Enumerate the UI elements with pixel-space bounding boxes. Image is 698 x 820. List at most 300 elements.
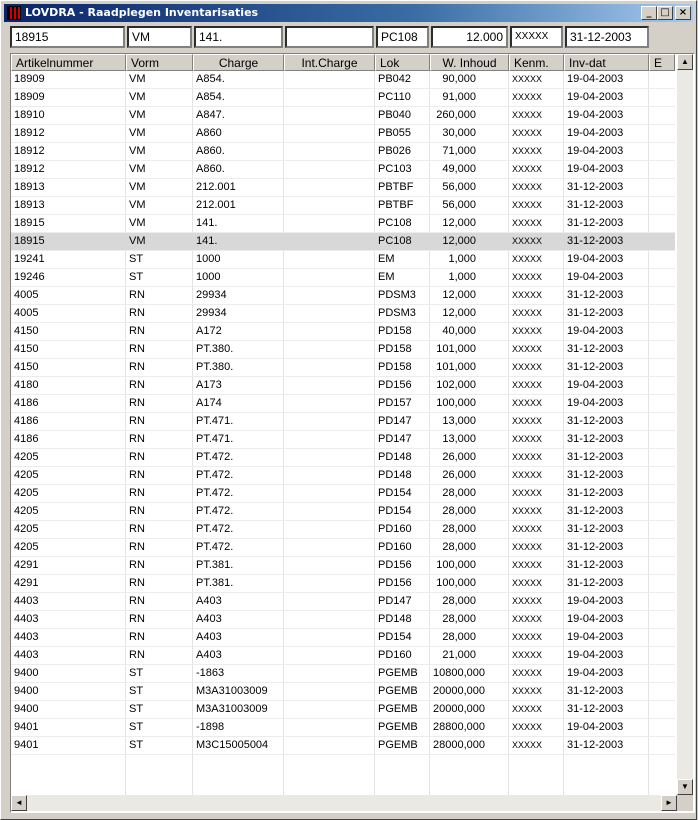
cell-charge: A854.	[196, 91, 225, 103]
cell-inhoud: 28,000	[442, 595, 476, 607]
cell-int-charge	[284, 89, 375, 106]
cell-kenm: XXXXX	[512, 632, 543, 642]
cell-lok: PD154	[378, 487, 412, 499]
table-row[interactable]	[11, 467, 675, 485]
cell-charge: 141.	[196, 217, 218, 229]
cell-lok: PDSM3	[378, 307, 416, 319]
cell-inhoud: 91,000	[442, 91, 476, 103]
cell-kenm: XXXXX	[512, 686, 543, 696]
cell-lok: PD148	[378, 451, 412, 463]
cell-vorm: RN	[129, 343, 145, 355]
cell-lok: PD156	[378, 379, 412, 391]
inventory-grid	[10, 53, 695, 813]
cell-inv-dat: 19-04-2003	[567, 325, 624, 337]
cell-lok: PD154	[378, 631, 412, 643]
cell-kenm: XXXXX	[512, 506, 543, 516]
cell-artikelnummer: 19246	[14, 271, 45, 283]
cell-int-charge	[284, 737, 375, 754]
cell-lok: PB026	[378, 145, 412, 157]
cell-int-charge	[284, 449, 375, 466]
horizontal-scrollbar[interactable]	[11, 795, 677, 811]
cell-inhoud: 12,000	[442, 217, 476, 229]
cell-inv-dat: 19-04-2003	[567, 631, 624, 643]
cell-inhoud: 40,000	[442, 325, 476, 337]
cell-vorm: RN	[129, 577, 145, 589]
cell-lok: PC108	[378, 217, 412, 229]
cell-vorm: ST	[129, 721, 144, 733]
table-row[interactable]	[11, 323, 675, 341]
cell-kenm: XXXXX	[512, 326, 543, 336]
cell-kenm: XXXXX	[512, 92, 543, 102]
cell-inv-dat: 19-04-2003	[567, 127, 624, 139]
table-row[interactable]	[11, 179, 675, 197]
cell-inv-dat: 19-04-2003	[567, 649, 624, 661]
table-row[interactable]	[11, 539, 675, 557]
cell-inhoud: 100,000	[436, 397, 476, 409]
scroll-right-icon[interactable]: ►	[661, 795, 677, 811]
cell-vorm: RN	[129, 307, 145, 319]
cell-artikelnummer: 4403	[14, 631, 39, 643]
cell-artikelnummer: 18915	[14, 235, 45, 247]
table-row[interactable]	[11, 503, 675, 521]
inv-dat-field[interactable]: 31-12-2003	[565, 26, 649, 48]
table-row[interactable]	[11, 107, 675, 125]
cell-vorm: RN	[129, 613, 145, 625]
table-row[interactable]	[11, 665, 675, 683]
cell-lok: PGEMB	[378, 703, 418, 715]
cell-inhoud: 12,000	[442, 307, 476, 319]
cell-lok: PD156	[378, 577, 412, 589]
cell-kenm: XXXXX	[512, 668, 543, 678]
cell-int-charge	[284, 251, 375, 268]
grid-body	[11, 71, 675, 795]
cell-charge: A860	[196, 127, 222, 139]
cell-vorm: VM	[129, 91, 146, 103]
cell-vorm: RN	[129, 397, 145, 409]
cell-lok: PGEMB	[378, 721, 418, 733]
cell-int-charge	[284, 305, 375, 322]
cell-vorm: VM	[129, 217, 146, 229]
cell-inhoud: 28,000	[442, 487, 476, 499]
cell-kenm: XXXXX	[512, 146, 543, 156]
cell-inhoud: 100,000	[436, 577, 476, 589]
cell-inhoud: 100,000	[436, 559, 476, 571]
cell-inv-dat: 31-12-2003	[567, 469, 624, 481]
cell-artikelnummer: 4186	[14, 433, 39, 445]
cell-inhoud: 71,000	[442, 145, 476, 157]
cell-inv-dat: 31-12-2003	[567, 181, 624, 193]
cell-int-charge	[284, 395, 375, 412]
cell-inhoud: 12,000	[442, 235, 476, 247]
table-row[interactable]	[11, 71, 675, 89]
cell-inhoud: 30,000	[442, 127, 476, 139]
cell-lok: PBTBF	[378, 199, 414, 211]
kenm-field[interactable]: XXXXX	[510, 26, 563, 48]
table-row[interactable]	[11, 593, 675, 611]
scroll-up-icon[interactable]: ▲	[677, 54, 693, 70]
header-col-inv-dat[interactable]: Inv-dat	[564, 54, 649, 71]
cell-kenm: XXXXX	[512, 416, 543, 426]
cell-vorm: ST	[129, 703, 144, 715]
cell-lok: PD157	[378, 397, 412, 409]
cell-vorm: RN	[129, 415, 145, 427]
cell-artikelnummer: 4403	[14, 649, 39, 661]
cell-lok: EM	[378, 271, 395, 283]
cell-charge: A174	[196, 397, 222, 409]
cell-int-charge	[284, 521, 375, 538]
cell-inhoud: 10800,000	[433, 667, 485, 679]
cell-lok: PD147	[378, 433, 412, 445]
cell-artikelnummer: 9400	[14, 685, 39, 697]
table-row[interactable]	[11, 359, 675, 377]
cell-inv-dat: 19-04-2003	[567, 721, 624, 733]
cell-inv-dat: 31-12-2003	[567, 703, 624, 715]
cell-artikelnummer: 9401	[14, 739, 39, 751]
cell-lok: PC103	[378, 163, 412, 175]
cell-inv-dat: 19-04-2003	[567, 109, 624, 121]
int-charge-field[interactable]	[285, 26, 374, 48]
cell-int-charge	[284, 593, 375, 610]
window-title: LOVDRA - Raadplegen Inventarisaties	[25, 6, 259, 19]
cell-charge: PT.380.	[196, 343, 234, 355]
cell-lok: PD147	[378, 595, 412, 607]
cell-artikelnummer: 4205	[14, 523, 39, 535]
cell-kenm: XXXXX	[512, 164, 543, 174]
cell-kenm: XXXXX	[512, 542, 543, 552]
cell-inv-dat: 31-12-2003	[567, 523, 624, 535]
lok-field[interactable]: PC108	[376, 26, 429, 48]
cell-int-charge	[284, 467, 375, 484]
vertical-scrollbar[interactable]	[677, 54, 693, 795]
cell-inhoud: 56,000	[442, 181, 476, 193]
cell-artikelnummer: 4205	[14, 487, 39, 499]
cell-artikelnummer: 9400	[14, 667, 39, 679]
cell-inv-dat: 31-12-2003	[567, 541, 624, 553]
cell-artikelnummer: 4186	[14, 397, 39, 409]
cell-inv-dat: 31-12-2003	[567, 307, 624, 319]
cell-charge: -1863	[196, 667, 225, 679]
cell-kenm: XXXXX	[512, 362, 543, 372]
table-row[interactable]	[11, 161, 675, 179]
cell-inv-dat: 19-04-2003	[567, 379, 624, 391]
cell-lok: PD160	[378, 649, 412, 661]
cell-lok: PD154	[378, 505, 412, 517]
cell-charge: M3C15005004	[196, 739, 269, 751]
close-button[interactable]: ×	[675, 6, 691, 20]
cell-lok: PGEMB	[378, 739, 418, 751]
cell-vorm: RN	[129, 379, 145, 391]
cell-inhoud: 101,000	[436, 343, 476, 355]
cell-kenm: XXXXX	[512, 290, 543, 300]
cell-int-charge	[284, 143, 375, 160]
table-row[interactable]	[11, 719, 675, 737]
cell-inhoud: 20000,000	[433, 703, 485, 715]
maximize-button[interactable]: □	[657, 6, 673, 20]
cell-lok: EM	[378, 253, 395, 265]
cell-inv-dat: 31-12-2003	[567, 451, 624, 463]
cell-inv-dat: 19-04-2003	[567, 163, 624, 175]
cell-inhoud: 28,000	[442, 505, 476, 517]
cell-charge: 1000	[196, 253, 221, 265]
cell-kenm: XXXXX	[512, 614, 543, 624]
cell-artikelnummer: 4150	[14, 343, 39, 355]
cell-vorm: RN	[129, 433, 145, 445]
cell-artikelnummer: 4005	[14, 307, 39, 319]
artikelnummer-field[interactable]: 18915	[10, 26, 125, 48]
cell-charge: -1898	[196, 721, 225, 733]
cell-int-charge	[284, 107, 375, 124]
table-row[interactable]	[11, 575, 675, 593]
cell-lok: PGEMB	[378, 685, 418, 697]
cell-vorm: VM	[129, 145, 146, 157]
table-row[interactable]	[11, 215, 675, 233]
cell-lok: PDSM3	[378, 289, 416, 301]
cell-lok: PC108	[378, 235, 412, 247]
cell-lok: PB040	[378, 109, 412, 121]
cell-kenm: XXXXX	[512, 236, 543, 246]
table-row[interactable]	[11, 557, 675, 575]
cell-lok: PD148	[378, 469, 412, 481]
header-col-charge[interactable]: Charge	[193, 54, 284, 71]
cell-kenm: XXXXX	[512, 344, 543, 354]
table-row[interactable]	[11, 629, 675, 647]
table-row[interactable]	[11, 233, 675, 251]
cell-inhoud: 90,000	[442, 73, 476, 85]
cell-inv-dat: 31-12-2003	[567, 289, 624, 301]
cell-kenm: XXXXX	[512, 380, 543, 390]
cell-int-charge	[284, 503, 375, 520]
table-row[interactable]	[11, 269, 675, 287]
table-row[interactable]	[11, 521, 675, 539]
cell-charge: PT.472.	[196, 469, 234, 481]
cell-vorm: VM	[129, 127, 146, 139]
table-row[interactable]	[11, 305, 675, 323]
title-bar	[4, 4, 693, 22]
cell-charge: A172	[196, 325, 222, 337]
cell-inhoud: 260,000	[436, 109, 476, 121]
vorm-field[interactable]: VM	[127, 26, 192, 48]
cell-kenm: XXXXX	[512, 398, 543, 408]
inhoud-field[interactable]: 12.000	[431, 26, 508, 48]
cell-artikelnummer: 18909	[14, 73, 45, 85]
table-row[interactable]	[11, 251, 675, 269]
cell-inhoud: 26,000	[442, 451, 476, 463]
cell-artikelnummer: 4205	[14, 451, 39, 463]
cell-int-charge	[284, 575, 375, 592]
cell-inhoud: 28,000	[442, 631, 476, 643]
cell-charge: A847.	[196, 109, 225, 121]
cell-artikelnummer: 18913	[14, 181, 45, 193]
cell-lok: PD158	[378, 361, 412, 373]
cell-kenm: XXXXX	[512, 704, 543, 714]
cell-lok: PD147	[378, 415, 412, 427]
table-row[interactable]	[11, 431, 675, 449]
cell-kenm: XXXXX	[512, 722, 543, 732]
cell-inv-dat: 31-12-2003	[567, 415, 624, 427]
cell-charge: PT.472.	[196, 451, 234, 463]
cell-vorm: RN	[129, 469, 145, 481]
cell-inhoud: 28000,000	[433, 739, 485, 751]
cell-vorm: ST	[129, 739, 144, 751]
table-row[interactable]	[11, 287, 675, 305]
cell-int-charge	[284, 233, 375, 250]
cell-lok: PB042	[378, 73, 412, 85]
cell-int-charge	[284, 629, 375, 646]
cell-kenm: XXXXX	[512, 110, 543, 120]
table-row[interactable]	[11, 197, 675, 215]
table-row[interactable]	[11, 611, 675, 629]
cell-charge: PT.472.	[196, 541, 234, 553]
cell-int-charge	[284, 719, 375, 736]
cell-inhoud: 12,000	[442, 289, 476, 301]
cell-int-charge	[284, 215, 375, 232]
table-row[interactable]	[11, 701, 675, 719]
header-col-e[interactable]: E	[649, 54, 675, 71]
cell-int-charge	[284, 197, 375, 214]
cell-vorm: VM	[129, 109, 146, 121]
header-col-lok[interactable]: Lok	[375, 54, 430, 71]
cell-kenm: XXXXX	[512, 524, 543, 534]
header-col-kenm[interactable]: Kenm.	[509, 54, 564, 71]
header-col-inhoud[interactable]: W. Inhoud	[430, 54, 509, 71]
cell-kenm: XXXXX	[512, 470, 543, 480]
cell-lok: PD148	[378, 613, 412, 625]
cell-artikelnummer: 4205	[14, 541, 39, 553]
cell-int-charge	[284, 485, 375, 502]
cell-vorm: VM	[129, 235, 146, 247]
cell-inhoud: 20000,000	[433, 685, 485, 697]
cell-charge: PT.472.	[196, 487, 234, 499]
cell-int-charge	[284, 341, 375, 358]
cell-artikelnummer: 4186	[14, 415, 39, 427]
cell-artikelnummer: 19241	[14, 253, 45, 265]
cell-inhoud: 1,000	[448, 253, 476, 265]
header-col-artikelnummer[interactable]: Artikelnummer	[11, 54, 126, 71]
cell-charge: 141.	[196, 235, 218, 247]
table-row[interactable]	[11, 737, 675, 755]
cell-lok: PGEMB	[378, 667, 418, 679]
cell-inhoud: 13,000	[442, 415, 476, 427]
scrollbar-corner	[677, 795, 693, 811]
cell-artikelnummer: 18915	[14, 217, 45, 229]
header-col-vorm[interactable]: Vorm	[126, 54, 193, 71]
cell-charge: M3A31003009	[196, 685, 268, 697]
charge-field[interactable]: 141.	[194, 26, 283, 48]
cell-kenm: XXXXX	[512, 488, 543, 498]
cell-inhoud: 49,000	[442, 163, 476, 175]
table-row[interactable]	[11, 143, 675, 161]
table-row[interactable]	[11, 449, 675, 467]
cell-lok: PBTBF	[378, 181, 414, 193]
cell-charge: A403	[196, 613, 222, 625]
cell-vorm: RN	[129, 595, 145, 607]
cell-int-charge	[284, 683, 375, 700]
cell-charge: A403	[196, 595, 222, 607]
cell-inv-dat: 31-12-2003	[567, 343, 624, 355]
cell-charge: 29934	[196, 289, 227, 301]
cell-charge: A173	[196, 379, 222, 391]
cell-vorm: RN	[129, 289, 145, 301]
table-row[interactable]	[11, 125, 675, 143]
cell-int-charge	[284, 269, 375, 286]
grid-header	[11, 54, 675, 71]
cell-int-charge	[284, 323, 375, 340]
cell-lok: PD160	[378, 541, 412, 553]
table-row[interactable]	[11, 683, 675, 701]
cell-charge: A860.	[196, 163, 225, 175]
cell-artikelnummer: 4150	[14, 361, 39, 373]
cell-int-charge	[284, 611, 375, 628]
cell-vorm: RN	[129, 559, 145, 571]
cell-kenm: XXXXX	[512, 308, 543, 318]
cell-int-charge	[284, 287, 375, 304]
cell-inv-dat: 19-04-2003	[567, 595, 624, 607]
table-row[interactable]	[11, 341, 675, 359]
table-row[interactable]	[11, 377, 675, 395]
cell-lok: PD158	[378, 343, 412, 355]
cell-inv-dat: 31-12-2003	[567, 739, 624, 751]
cell-inhoud: 26,000	[442, 469, 476, 481]
cell-lok: PB055	[378, 127, 412, 139]
cell-inv-dat: 31-12-2003	[567, 487, 624, 499]
cell-artikelnummer: 4403	[14, 595, 39, 607]
cell-charge: M3A31003009	[196, 703, 268, 715]
cell-artikelnummer: 18910	[14, 109, 45, 121]
cell-charge: A403	[196, 631, 222, 643]
table-row[interactable]	[11, 89, 675, 107]
cell-inhoud: 56,000	[442, 199, 476, 211]
cell-int-charge	[284, 701, 375, 718]
cell-int-charge	[284, 125, 375, 142]
scroll-down-icon[interactable]: ▼	[677, 779, 693, 795]
cell-artikelnummer: 4180	[14, 379, 39, 391]
cell-inhoud: 28,000	[442, 541, 476, 553]
cell-charge: 212.001	[196, 199, 236, 211]
cell-int-charge	[284, 431, 375, 448]
header-col-int-charge[interactable]: Int.Charge	[284, 54, 375, 71]
cell-vorm: RN	[129, 487, 145, 499]
cell-vorm: RN	[129, 361, 145, 373]
cell-artikelnummer: 4291	[14, 577, 39, 589]
cell-kenm: XXXXX	[512, 218, 543, 228]
cell-charge: PT.381.	[196, 559, 234, 571]
app-icon	[7, 6, 21, 20]
filter-fields	[1, 26, 698, 49]
cell-charge: 1000	[196, 271, 221, 283]
cell-vorm: RN	[129, 325, 145, 337]
cell-int-charge	[284, 539, 375, 556]
minimize-button[interactable]: _	[641, 6, 657, 20]
cell-artikelnummer: 9401	[14, 721, 39, 733]
cell-artikelnummer: 18913	[14, 199, 45, 211]
table-row[interactable]	[11, 485, 675, 503]
cell-inv-dat: 31-12-2003	[567, 685, 624, 697]
table-row[interactable]	[11, 395, 675, 413]
cell-inhoud: 28,000	[442, 523, 476, 535]
cell-artikelnummer: 4205	[14, 505, 39, 517]
cell-inv-dat: 31-12-2003	[567, 577, 624, 589]
scroll-left-icon[interactable]: ◄	[11, 795, 27, 811]
cell-charge: PT.381.	[196, 577, 234, 589]
cell-int-charge	[284, 161, 375, 178]
cell-vorm: RN	[129, 631, 145, 643]
cell-charge: A854.	[196, 73, 225, 85]
table-row[interactable]	[11, 413, 675, 431]
cell-int-charge	[284, 557, 375, 574]
cell-inv-dat: 31-12-2003	[567, 199, 624, 211]
table-row[interactable]	[11, 647, 675, 665]
cell-kenm: XXXXX	[512, 74, 543, 84]
